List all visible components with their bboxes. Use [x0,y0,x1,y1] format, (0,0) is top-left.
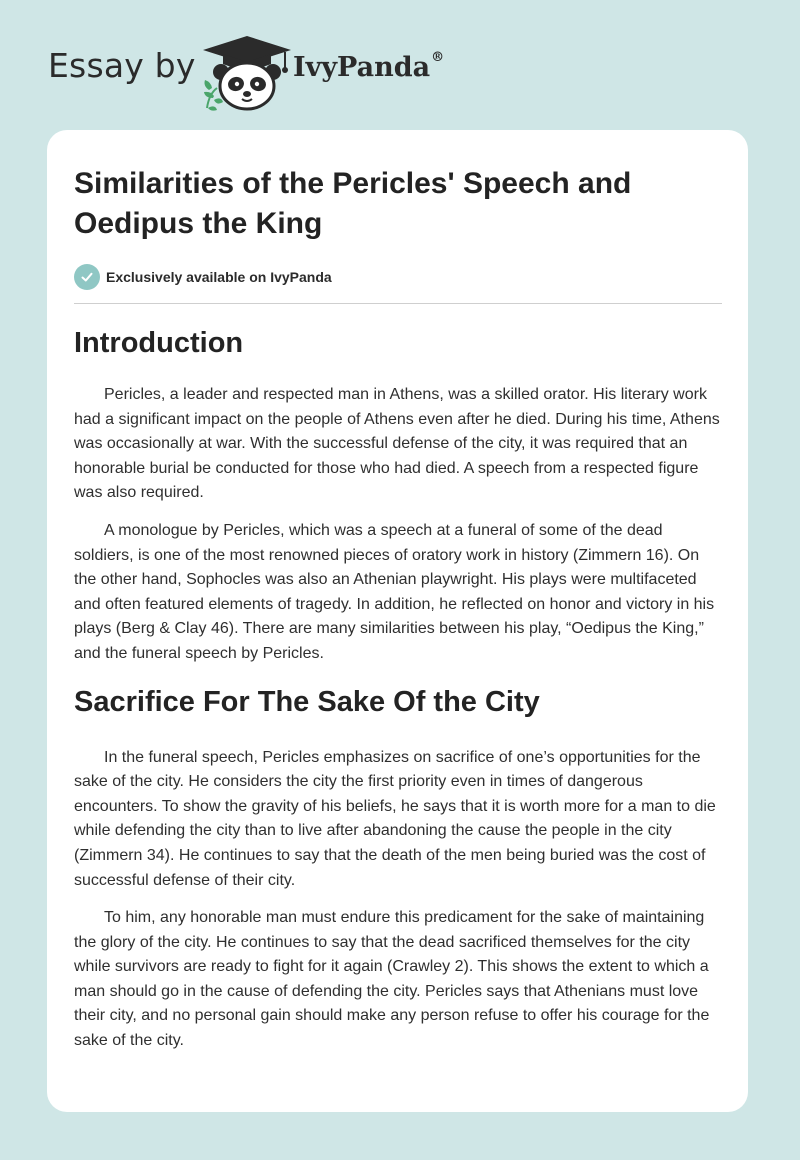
essay-body [74,322,724,1054]
registered-mark: ® [431,50,445,65]
site-header [48,30,548,110]
paragraph: To him, any honorable man must endure this predicament for the sake of maintaining the glory of the city. He continues to say that the dead sacrificed themselves for the city while survivors are ready to fight for it again (Crawley 2). This shows the extent to which a man should go in the cause of defending the city. Pericles says that Athenians must love their city, and no personal gain should make any person refuse to offer his courage for the sake of the city. [74,909,710,1050]
panda-logo-icon[interactable] [201,34,293,112]
section-heading-sacrifice: Sacrifice For The Sake Of the City [74,685,540,718]
essay-title: Similarities of the Pericles' Speech and Oedipus the King [74,167,632,240]
essay-by-label: Essay by [48,46,196,85]
exclusive-badge-label: Exclusively available on IvyPanda [106,269,332,285]
essay-card [47,130,748,1112]
exclusive-badge [74,264,332,290]
brand-name[interactable]: IvyPanda® [293,50,445,83]
paragraph: Pericles, a leader and respected man in Athens, was a skilled orator. His literary work had a significant impact on the people of Athens even after he died. During his time, Athens was occasionally at war. With the successful defense of the city, it was required that an honorable burial be conducted for those who had died. A speech from a respected figure was also required. [74,386,720,502]
title-divider [74,303,722,304]
section-heading-introduction: Introduction [74,327,244,359]
check-icon [74,264,100,290]
paragraph: In the funeral speech, Pericles emphasizes on sacrifice of one’s opportunities for the sake of the city. He considers the city the first priority even in times of dangerous encounters. To show the gravity of his beliefs, he says that it is worth more for a man to die while defending the city than to live after abandoning the cause the people in the city (Zimmern 34). He continues to say that the death of the men being buried was the cost of successful defense of their city. [74,748,716,889]
paragraph: A monologue by Pericles, which was a speech at a funeral of some of the dead soldiers, is one of the most renowned pieces of oratory work in history (Zimmern 16). On the other hand, Sophocles was also an Athenian playwright. His plays were multifaceted and often featured elements of tragedy. In addition, he reflected on honor and victory in his plays (Berg & Clay 46). There are many similarities between his play, “Oedipus the King,” and the funeral speech by Pericles. [74,521,715,662]
